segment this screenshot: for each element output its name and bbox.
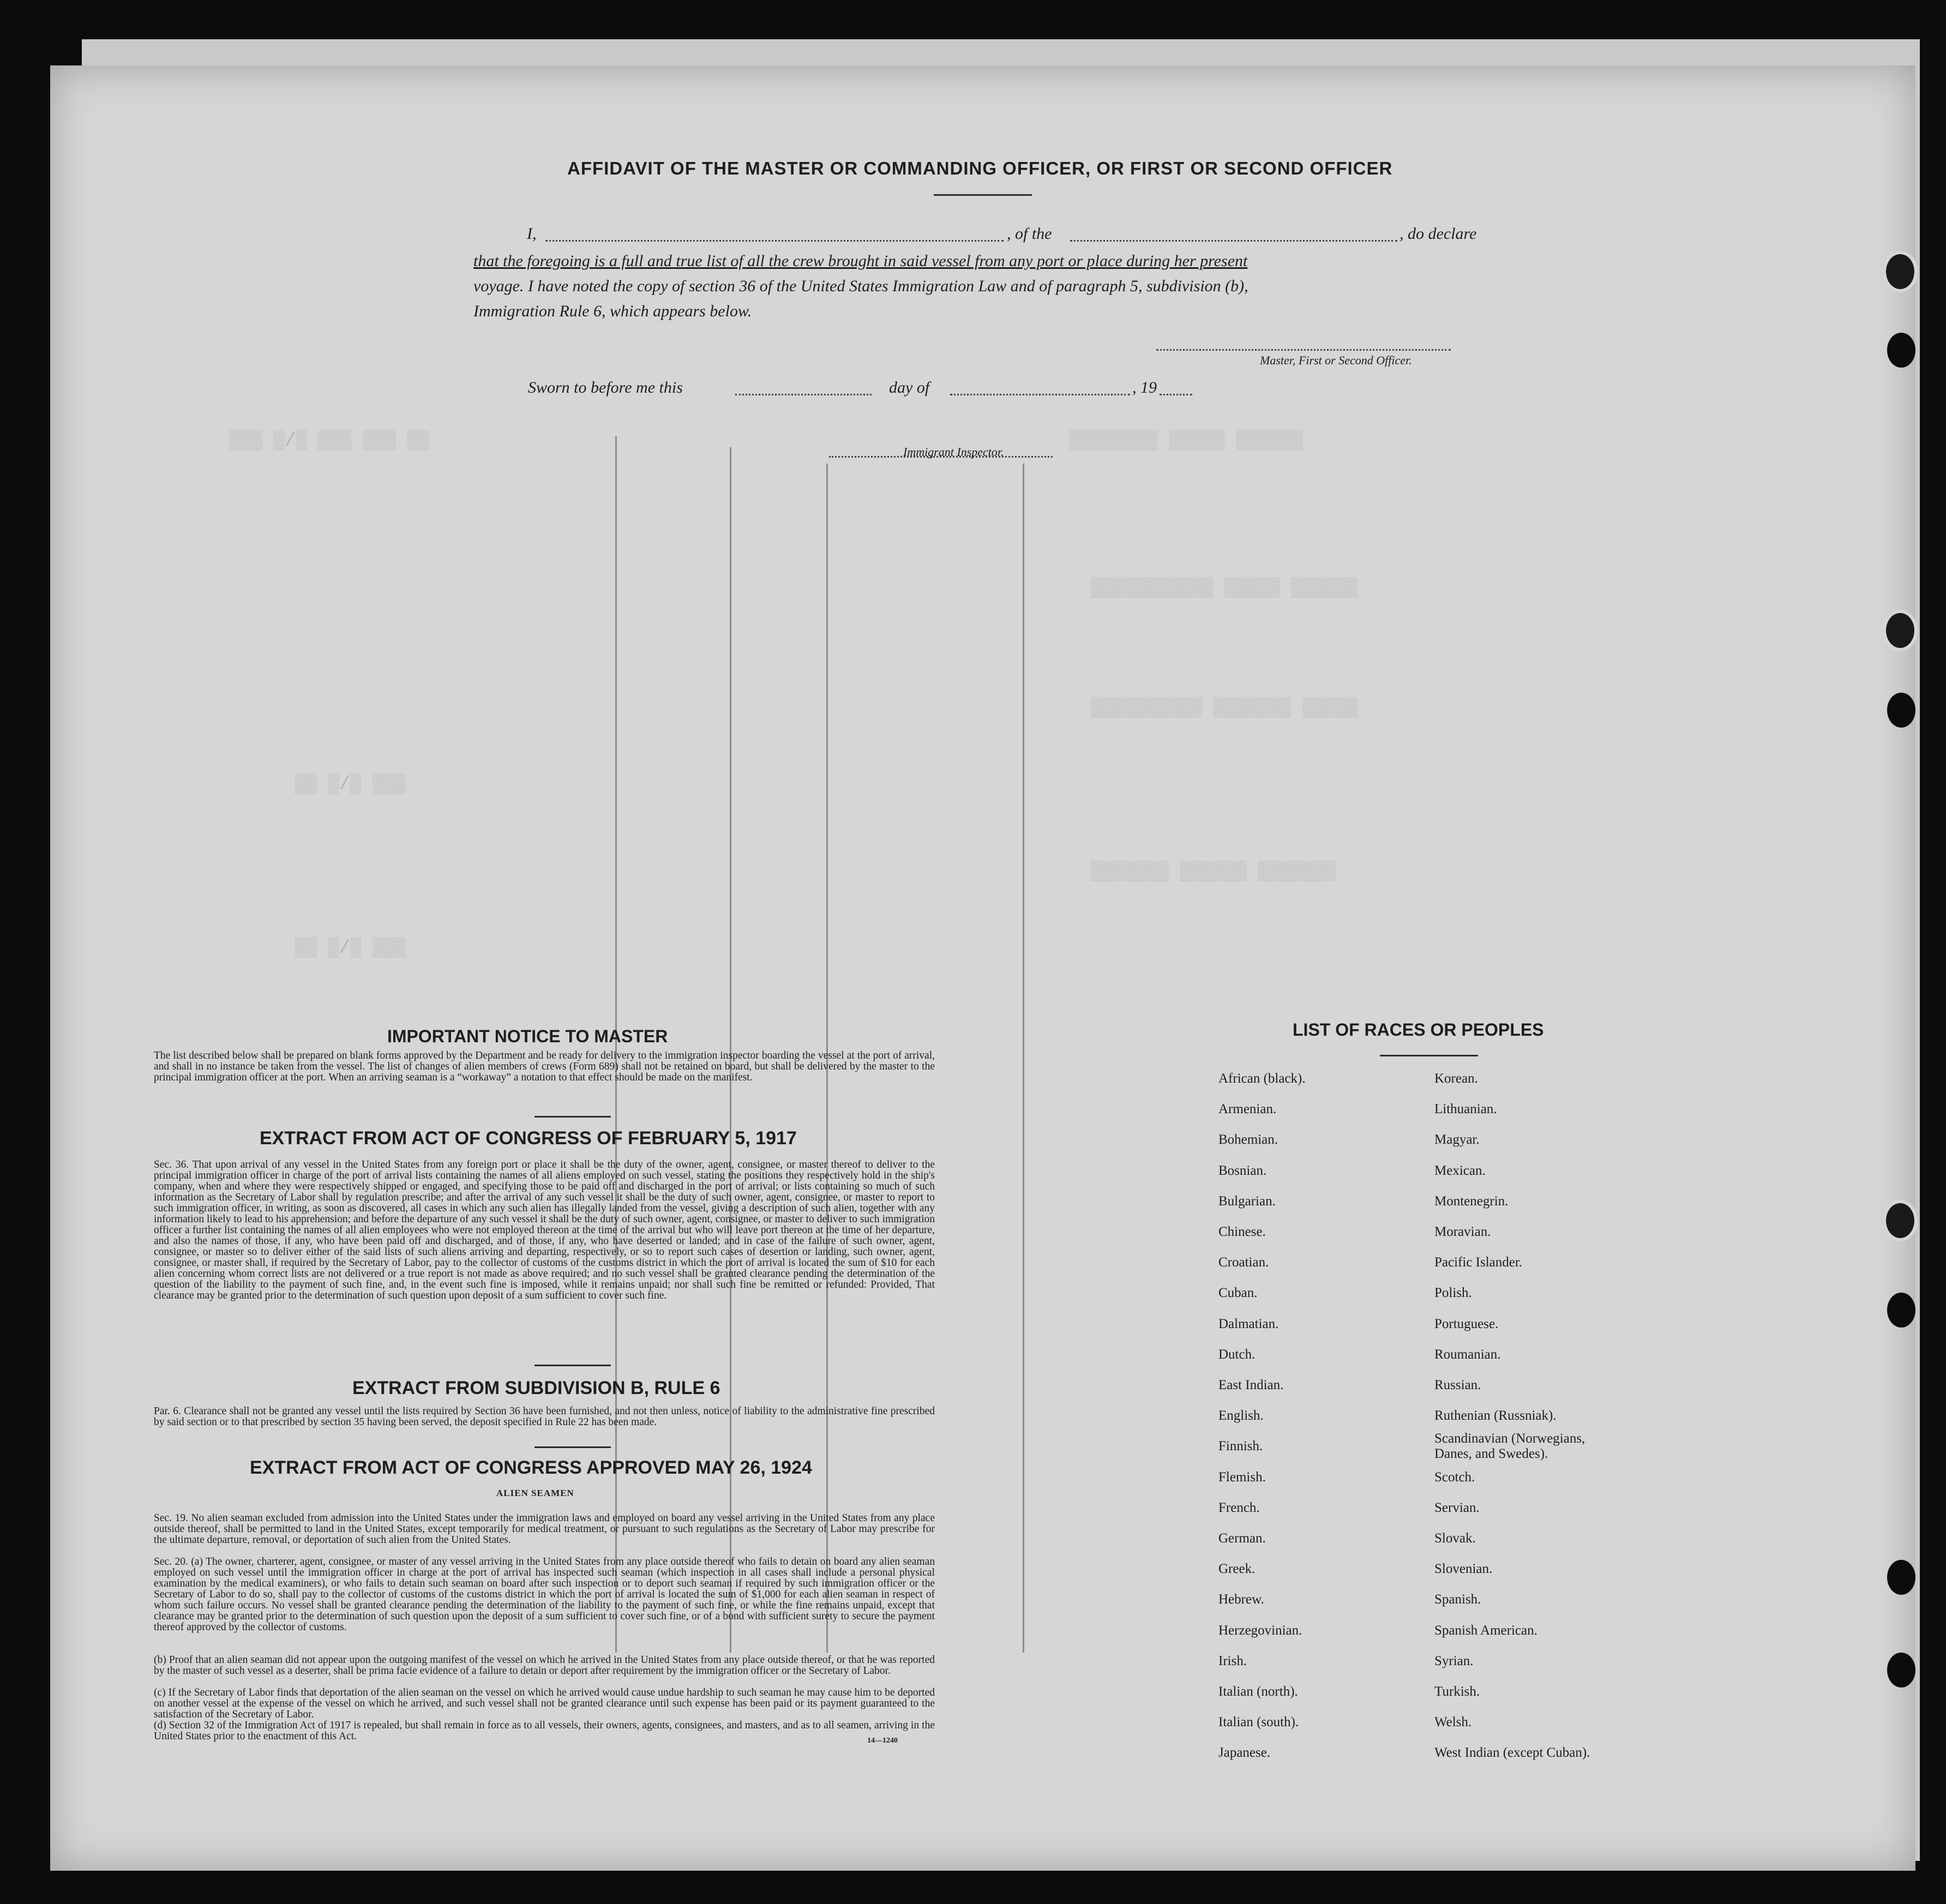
extract-1924-sec20b: (b) Proof that an alien seaman did not appear upon the outgoing manifest of the vessel on which he arrived in the United States from any place outside thereof, or that he was reported by the master of such vessel as a deserter, shall be prima facie evidence of a failure to detain or deport after requirement by the immigration officer or the Secretary of Labor. xyxy=(154,1654,935,1677)
vessel-blank xyxy=(1070,240,1397,242)
bleed-through-text: ▒▒▒▒▒▒▒▒▒▒ ▒▒▒▒▒▒▒ ▒▒▒▒▒ xyxy=(1091,698,1358,719)
race-item: German. xyxy=(1218,1531,1266,1546)
extract-1924-sec20c: (c) If the Secretary of Labor finds that deportation of the alien seaman on the vessel on which he arrived would cause undue hardship to such seaman he may cause him to be deported on another vessel at the expense of the vessel on which he arrived, and such vessel shall not be granted clearance until such expense has been paid or its payment guaranteed to the satisfaction of the Secretary of Labor. xyxy=(154,1687,935,1720)
race-item: Welsh. xyxy=(1434,1715,1472,1730)
binder-hole xyxy=(1887,333,1915,368)
extract-1924-sec20a: Sec. 20. (a) The owner, charterer, agent, consignee, or master of any vessel arriving in the United States from any place outside thereof who fails to detain on board any alien seaman employed on such vessel until the immigration officer in charge at the port of arrival has inspected such seaman (which inspection in all cases shall include a personal physical examination by the medical examiners), or who fails to detain such seaman on board after such inspection or to deport such seaman if required by such immigration officer or the Secretary of Labor to do so, shall pay to the collector of customs of the customs district in which the port of arrival is located the sum of $1,000 for each alien seaman in respect of whom such failure occurs. No vessel shall be granted clearance pending the determination of the liability to the payment of such fine, or while the fine remains unpaid, except that clearance may be granted prior to the determination of such question upon the deposit of a sum sufficient to cover such fine, or of a bond with sufficient surety to secure the payment thereof approved by the collector of customs. xyxy=(154,1556,935,1633)
races-title: LIST OF RACES OR PEOPLES xyxy=(1293,1020,1544,1040)
race-item: Herzegovinian. xyxy=(1218,1623,1302,1638)
race-item: Slovak. xyxy=(1434,1531,1476,1546)
extract-rule6-rule xyxy=(534,1446,611,1448)
extract-1917-title: EXTRACT FROM ACT OF CONGRESS OF FEBRUARY 5, 1917 xyxy=(260,1128,797,1149)
race-item: Lithuanian. xyxy=(1434,1102,1497,1117)
binder-hole xyxy=(1883,251,1918,292)
notice-title: IMPORTANT NOTICE TO MASTER xyxy=(387,1026,668,1046)
race-item: Flemish. xyxy=(1218,1469,1266,1485)
day-of-label: day of xyxy=(889,379,930,397)
race-item: Polish. xyxy=(1434,1286,1472,1301)
bleed-through-text: ▒▒▒▒▒▒▒ ▒▒▒▒▒▒ ▒▒▒▒▒▒▒ xyxy=(1091,862,1336,882)
year-blank xyxy=(1160,394,1192,395)
race-item: Italian (north). xyxy=(1218,1684,1298,1699)
race-item: Roumanian. xyxy=(1434,1347,1501,1362)
day-blank xyxy=(735,394,872,395)
sworn-label: Sworn to before me this xyxy=(528,379,683,397)
title-rule xyxy=(934,194,1032,196)
affidavit-i: I, xyxy=(527,225,537,243)
race-item: East Indian. xyxy=(1218,1378,1284,1393)
month-blank xyxy=(950,394,1130,395)
column-line xyxy=(1023,464,1024,1653)
race-item: Scotch. xyxy=(1434,1469,1475,1485)
binder-hole xyxy=(1887,1653,1915,1687)
affidavit-of-the: , of the xyxy=(1007,225,1052,243)
race-item: Russian. xyxy=(1434,1378,1481,1393)
race-item: French. xyxy=(1218,1500,1260,1515)
race-item: Korean. xyxy=(1434,1071,1478,1086)
race-item: English. xyxy=(1218,1408,1264,1424)
binder-hole xyxy=(1883,1200,1918,1241)
race-item: Spanish American. xyxy=(1434,1623,1537,1638)
race-item: Greek. xyxy=(1218,1561,1256,1577)
notice-text: The list described below shall be prepared on blank forms approved by the Department and be ready for delivery to the immigration inspector boarding the vessel at the port of arrival, and shall in no instance be taken from the vessel. The list of changes of alien members of crews (Form 689) shall not be retained on board, but shall be delivered by the master to the principal immigration officer at the port. When an arriving seaman is a “workaway” a notation to that effect should be made on the manifest. xyxy=(154,1050,935,1083)
binder-hole xyxy=(1887,1560,1915,1595)
bleed-through-text: ▒▒▒▒▒▒▒▒▒▒▒ ▒▒▒▒▒ ▒▒▒▒▒▒ xyxy=(1091,578,1358,599)
affidavit-title: AFFIDAVIT OF THE MASTER OR COMMANDING OFFICER, OR FIRST OR SECOND OFFICER xyxy=(567,158,1393,178)
race-item: Croatian. xyxy=(1218,1255,1269,1270)
race-item: Moravian. xyxy=(1434,1224,1491,1240)
race-item: West Indian (except Cuban). xyxy=(1434,1745,1590,1761)
race-item: Irish. xyxy=(1218,1653,1247,1668)
affidavit-line-3: voyage. I have noted the copy of section 36 of the United States Immigration Law and of paragraph 5, subdivision (b), xyxy=(473,277,1248,295)
bleed-through-text: ▒▒ ▒/▒ ▒▒▒ xyxy=(295,938,406,959)
race-item: Montenegrin. xyxy=(1434,1193,1509,1209)
extract-rule6-text: Par. 6. Clearance shall not be granted any vessel until the lists required by Section 36 have been furnished, and not then unless, notice of liability to the administrative fine prescribed by said section or to that prescribed by section 35 having been served, the deposit specified in Rule 22 has been made. xyxy=(154,1406,935,1428)
extract-1924-sec20d: (d) Section 32 of the Immigration Act of 1917 is repealed, but shall remain in force as to all vessels, their owners, agents, consignees, and masters, and as to all seamen, arriving in the United States prior to the enactment of this Act. xyxy=(154,1720,935,1742)
race-item: Japanese. xyxy=(1218,1745,1271,1761)
year-label: , 19 xyxy=(1132,379,1157,397)
extract-1924-title: EXTRACT FROM ACT OF CONGRESS APPROVED MAY 26, 1924 xyxy=(250,1457,812,1478)
race-item: Spanish. xyxy=(1434,1592,1481,1607)
extract-1924-subtitle: ALIEN SEAMEN xyxy=(496,1488,574,1498)
races-column-1 xyxy=(1218,1064,1306,1769)
race-item: Syrian. xyxy=(1434,1653,1474,1668)
race-item: Mexican. xyxy=(1434,1163,1486,1178)
binder-hole xyxy=(1887,1293,1915,1328)
race-item: Bulgarian. xyxy=(1218,1193,1276,1209)
race-item: Bohemian. xyxy=(1218,1132,1278,1148)
extract-rule6-title: EXTRACT FROM SUBDIVISION B, RULE 6 xyxy=(352,1378,720,1398)
race-item: Ruthenian (Russniak). xyxy=(1434,1408,1557,1424)
race-item: Dutch. xyxy=(1218,1347,1256,1362)
race-item: Chinese. xyxy=(1218,1224,1266,1240)
race-item: African (black). xyxy=(1218,1071,1306,1086)
affidavit-do-declare: , do declare xyxy=(1400,225,1477,243)
extract-1917-rule xyxy=(534,1365,611,1366)
extract-1924-sec19: Sec. 19. No alien seaman excluded from admission into the United States under the immigration laws and employed on board any vessel arriving in the United States from any place outside thereof, shall be permitted to land in the United States, except temporarily for medical treatment, or pursuant to such regulations as the Secretary of Labor may prescribe for the ultimate departure, removal, or deportation of such alien from the United States. xyxy=(154,1512,935,1546)
race-item: Finnish. xyxy=(1218,1439,1263,1454)
bleed-through-text: ▒▒▒ ▒/▒ ▒▒▒ ▒▒▒ ▒▒ xyxy=(229,431,430,452)
race-item: Scandinavian (Norwegians, Danes, and Swedes). xyxy=(1434,1431,1585,1462)
notice-rule xyxy=(534,1116,611,1118)
form-number: 14—1240 xyxy=(867,1737,898,1745)
race-item: Dalmatian. xyxy=(1218,1316,1279,1331)
affidavit-line-2: that the foregoing is a full and true list of all the crew brought in said vessel from any port or place during her present xyxy=(473,252,1248,270)
bleed-through-text: ▒▒▒▒▒▒▒▒ ▒▒▒▒▒ ▒▒▒▒▒▒ xyxy=(1069,431,1303,452)
inspector-label: Immigrant Inspector. xyxy=(903,445,1004,459)
race-item: Italian (south). xyxy=(1218,1715,1299,1730)
race-item: Servian. xyxy=(1434,1500,1480,1515)
race-item: Portuguese. xyxy=(1434,1316,1499,1331)
race-item: Magyar. xyxy=(1434,1132,1480,1148)
race-item: Pacific Islander. xyxy=(1434,1255,1523,1270)
races-rule xyxy=(1380,1055,1478,1056)
extract-1917-text: Sec. 36. That upon arrival of any vessel in the United States from any foreign port or place it shall be the duty of the owner, agent, consignee, or master thereof to deliver to the principal immigration officer in charge of the port of arrival lists containing the names of all aliens employed on such vessel, stating the positions they respectively hold in the ship's company, when and where they were respectively shipped or engaged, and specifying those to be paid off and discharged in the port of arrival; or lists containing so much of such information as the Secretary of Labor shall by regulation prescribe; and after the arrival of any such vessel it shall be the duty of such owner, agent, consignee, or master to report to such immigration officer, in writing, as soon as discovered, all cases in which any such alien has illegally landed from the vessel, giving a description of such alien, together with any information likely to lead to his apprehension; and before the departure of any such vessel it shall be the duty of such owner, agent, consignee, or master to deliver to such immigration officer a further list containing the names of all alien employees who were not employed thereon at the time of the arrival but who will leave port thereon at the time of her departure, and also the names of those, if any, who have been paid off and discharged, and of those, if any, who have deserted or landed; and in case of the failure of such owner, agent, consignee, or master so to deliver either of the said lists of such aliens arriving and departing, respectively, or so to report such cases of desertion or landing, such owner, agent, consignee, or master shall, if required by the Secretary of Labor, pay to the collector of customs of the customs district in which the port of arrival is located the sum of $10 for each alien concerning whom correct lists are not delivered or a true report is not made as above required; and no such vessel shall be granted clearance pending the determination of the question of the liability to the payment of such fine, and, in the event such fine is imposed, while it remains unpaid; nor shall such fine be remitted or refunded: Provided, That clearance may be granted prior to the determination of such question upon deposit of a sum sufficient to cover such fine. xyxy=(154,1159,935,1301)
bleed-through-text: ▒▒ ▒/▒ ▒▒▒ xyxy=(295,774,406,795)
binder-hole xyxy=(1887,693,1915,728)
race-item: Cuban. xyxy=(1218,1286,1258,1301)
race-item: Hebrew. xyxy=(1218,1592,1264,1607)
race-item: Turkish. xyxy=(1434,1684,1480,1699)
binder-hole xyxy=(1883,610,1918,651)
affidavit-line-4: Immigration Rule 6, which appears below. xyxy=(473,302,752,320)
race-item: Armenian. xyxy=(1218,1102,1277,1117)
races-column-2 xyxy=(1434,1064,1598,1769)
race-item: Slovenian. xyxy=(1434,1561,1493,1577)
race-item: Bosnian. xyxy=(1218,1163,1267,1178)
signature-label: Master, First or Second Officer. xyxy=(1260,353,1412,367)
signature-blank xyxy=(1156,349,1451,351)
name-blank xyxy=(545,240,1004,242)
